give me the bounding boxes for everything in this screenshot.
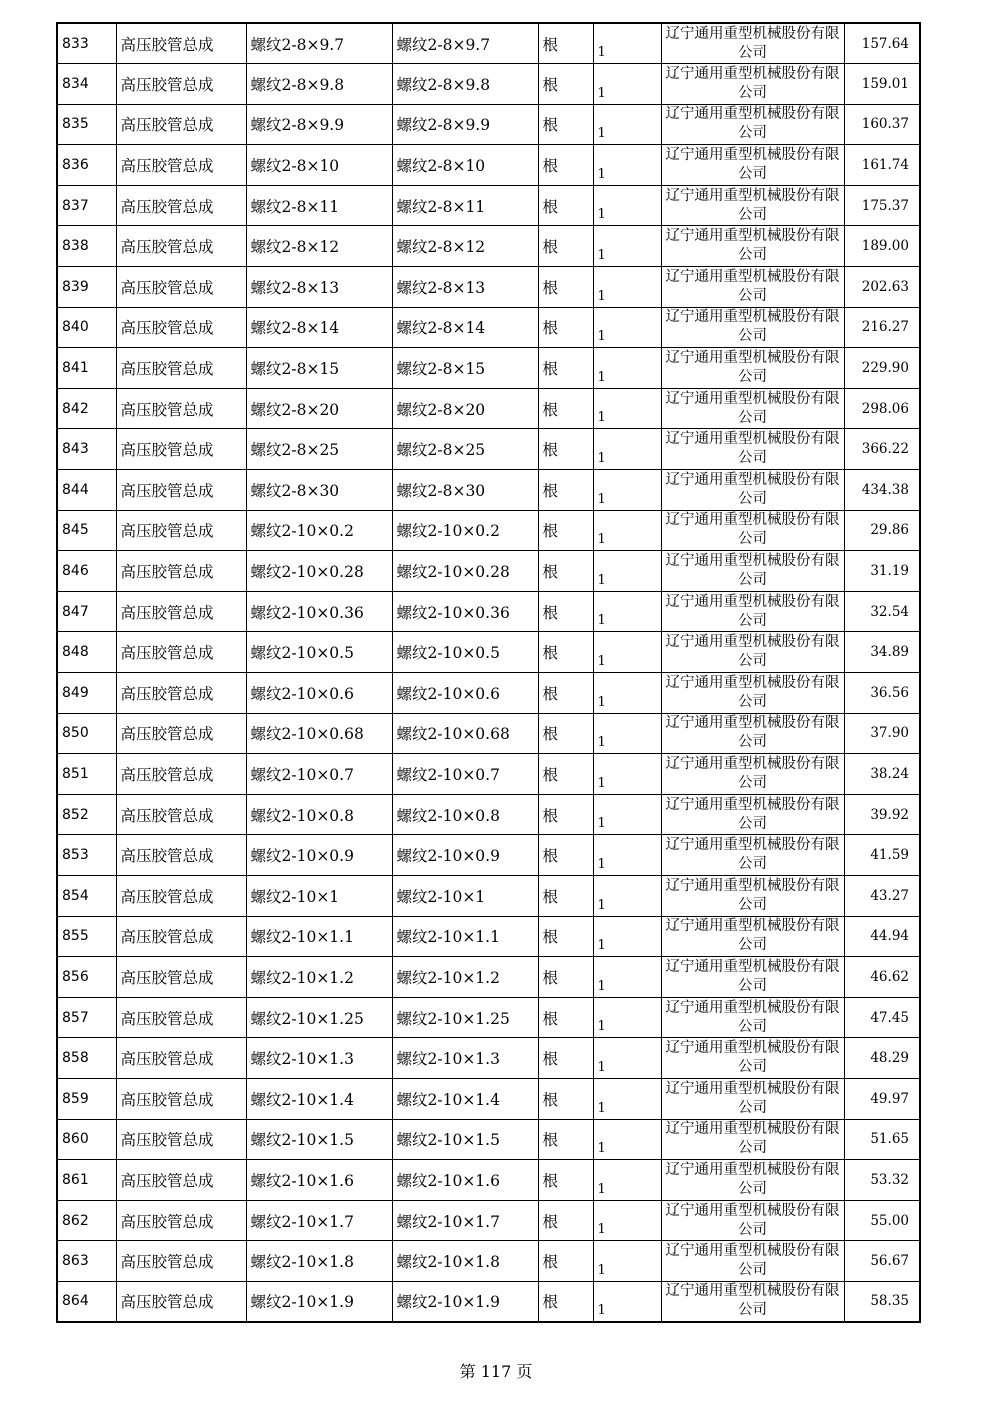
item-price: 32.54 <box>844 591 920 632</box>
item-model: 螺纹2-10×0.2 <box>392 510 538 551</box>
table-row <box>57 145 920 186</box>
item-model: 螺纹2-10×1.3 <box>392 1038 538 1079</box>
item-model: 螺纹2-8×9.7 <box>392 23 538 64</box>
item-unit: 根 <box>538 267 593 308</box>
item-quantity: 1 <box>593 1281 661 1322</box>
item-name: 高压胶管总成 <box>116 388 246 429</box>
row-number: 846 <box>57 551 116 592</box>
item-spec: 螺纹2-10×0.8 <box>246 794 392 835</box>
item-manufacturer: 辽宁通用重型机械股份有限公司 <box>661 1038 844 1079</box>
item-name: 高压胶管总成 <box>116 591 246 632</box>
item-quantity: 1 <box>593 794 661 835</box>
row-number: 841 <box>57 348 116 389</box>
item-spec: 螺纹2-10×0.36 <box>246 591 392 632</box>
item-quantity: 1 <box>593 1038 661 1079</box>
row-number: 845 <box>57 510 116 551</box>
item-price: 216.27 <box>844 307 920 348</box>
item-name: 高压胶管总成 <box>116 835 246 876</box>
item-quantity: 1 <box>593 23 661 64</box>
item-price: 47.45 <box>844 997 920 1038</box>
item-model: 螺纹2-10×1.25 <box>392 997 538 1038</box>
item-quantity: 1 <box>593 1241 661 1282</box>
item-name: 高压胶管总成 <box>116 957 246 998</box>
item-price: 43.27 <box>844 875 920 916</box>
item-model: 螺纹2-10×1.8 <box>392 1241 538 1282</box>
item-model: 螺纹2-10×1 <box>392 875 538 916</box>
item-price: 58.35 <box>844 1281 920 1322</box>
item-price: 161.74 <box>844 145 920 186</box>
item-manufacturer: 辽宁通用重型机械股份有限公司 <box>661 754 844 795</box>
item-quantity: 1 <box>593 226 661 267</box>
item-quantity: 1 <box>593 1078 661 1119</box>
item-quantity: 1 <box>593 267 661 308</box>
item-spec: 螺纹2-10×1.1 <box>246 916 392 957</box>
item-price: 29.86 <box>844 510 920 551</box>
item-name: 高压胶管总成 <box>116 1038 246 1079</box>
item-quantity: 1 <box>593 429 661 470</box>
item-price: 157.64 <box>844 23 920 64</box>
item-manufacturer: 辽宁通用重型机械股份有限公司 <box>661 23 844 64</box>
item-quantity: 1 <box>593 673 661 714</box>
item-price: 31.19 <box>844 551 920 592</box>
table-row <box>57 957 920 998</box>
item-name: 高压胶管总成 <box>116 1200 246 1241</box>
item-name: 高压胶管总成 <box>116 104 246 145</box>
page-suffix: 页 <box>516 1362 533 1381</box>
item-manufacturer: 辽宁通用重型机械股份有限公司 <box>661 632 844 673</box>
item-name: 高压胶管总成 <box>116 1119 246 1160</box>
item-quantity: 1 <box>593 470 661 511</box>
item-manufacturer: 辽宁通用重型机械股份有限公司 <box>661 591 844 632</box>
item-price: 37.90 <box>844 713 920 754</box>
item-model: 螺纹2-10×0.7 <box>392 754 538 795</box>
item-model: 螺纹2-8×13 <box>392 267 538 308</box>
row-number: 848 <box>57 632 116 673</box>
table-row <box>57 1038 920 1079</box>
item-manufacturer: 辽宁通用重型机械股份有限公司 <box>661 1200 844 1241</box>
item-spec: 螺纹2-8×15 <box>246 348 392 389</box>
table-row <box>57 835 920 876</box>
item-unit: 根 <box>538 1241 593 1282</box>
item-manufacturer: 辽宁通用重型机械股份有限公司 <box>661 267 844 308</box>
table-row <box>57 1281 920 1322</box>
item-price: 159.01 <box>844 64 920 105</box>
item-manufacturer: 辽宁通用重型机械股份有限公司 <box>661 185 844 226</box>
item-spec: 螺纹2-8×14 <box>246 307 392 348</box>
row-number: 834 <box>57 64 116 105</box>
item-name: 高压胶管总成 <box>116 226 246 267</box>
item-quantity: 1 <box>593 916 661 957</box>
row-number: 856 <box>57 957 116 998</box>
item-quantity: 1 <box>593 551 661 592</box>
item-unit: 根 <box>538 916 593 957</box>
page-footer <box>0 1359 992 1382</box>
item-quantity: 1 <box>593 307 661 348</box>
table-row <box>57 104 920 145</box>
row-number: 860 <box>57 1119 116 1160</box>
item-manufacturer: 辽宁通用重型机械股份有限公司 <box>661 1078 844 1119</box>
item-name: 高压胶管总成 <box>116 185 246 226</box>
table-row <box>57 1119 920 1160</box>
item-quantity: 1 <box>593 388 661 429</box>
item-spec: 螺纹2-8×10 <box>246 145 392 186</box>
item-price: 34.89 <box>844 632 920 673</box>
item-spec: 螺纹2-10×0.7 <box>246 754 392 795</box>
item-spec: 螺纹2-10×1.3 <box>246 1038 392 1079</box>
table-row <box>57 510 920 551</box>
row-number: 855 <box>57 916 116 957</box>
table-row <box>57 388 920 429</box>
item-quantity: 1 <box>593 957 661 998</box>
item-manufacturer: 辽宁通用重型机械股份有限公司 <box>661 104 844 145</box>
item-manufacturer: 辽宁通用重型机械股份有限公司 <box>661 470 844 511</box>
row-number: 862 <box>57 1200 116 1241</box>
item-price: 56.67 <box>844 1241 920 1282</box>
item-name: 高压胶管总成 <box>116 794 246 835</box>
item-unit: 根 <box>538 510 593 551</box>
item-name: 高压胶管总成 <box>116 64 246 105</box>
item-price: 55.00 <box>844 1200 920 1241</box>
item-model: 螺纹2-10×0.6 <box>392 673 538 714</box>
item-model: 螺纹2-10×0.9 <box>392 835 538 876</box>
item-model: 螺纹2-10×0.5 <box>392 632 538 673</box>
item-unit: 根 <box>538 997 593 1038</box>
item-model: 螺纹2-8×9.8 <box>392 64 538 105</box>
item-manufacturer: 辽宁通用重型机械股份有限公司 <box>661 673 844 714</box>
row-number: 839 <box>57 267 116 308</box>
table-row <box>57 64 920 105</box>
item-quantity: 1 <box>593 348 661 389</box>
item-spec: 螺纹2-8×9.8 <box>246 64 392 105</box>
item-manufacturer: 辽宁通用重型机械股份有限公司 <box>661 348 844 389</box>
row-number: 842 <box>57 388 116 429</box>
item-name: 高压胶管总成 <box>116 23 246 64</box>
item-spec: 螺纹2-10×0.6 <box>246 673 392 714</box>
item-quantity: 1 <box>593 104 661 145</box>
item-name: 高压胶管总成 <box>116 916 246 957</box>
table-row <box>57 591 920 632</box>
item-price: 434.38 <box>844 470 920 511</box>
table-row <box>57 307 920 348</box>
item-name: 高压胶管总成 <box>116 673 246 714</box>
page-prefix: 第 <box>459 1362 476 1381</box>
item-spec: 螺纹2-10×0.68 <box>246 713 392 754</box>
item-name: 高压胶管总成 <box>116 632 246 673</box>
row-number: 859 <box>57 1078 116 1119</box>
item-name: 高压胶管总成 <box>116 470 246 511</box>
item-name: 高压胶管总成 <box>116 1160 246 1201</box>
item-model: 螺纹2-10×1.4 <box>392 1078 538 1119</box>
item-name: 高压胶管总成 <box>116 267 246 308</box>
price-table <box>56 22 921 1323</box>
table-row <box>57 794 920 835</box>
item-unit: 根 <box>538 23 593 64</box>
item-spec: 螺纹2-10×1.2 <box>246 957 392 998</box>
item-model: 螺纹2-8×15 <box>392 348 538 389</box>
item-quantity: 1 <box>593 1119 661 1160</box>
table-row <box>57 470 920 511</box>
item-spec: 螺纹2-8×30 <box>246 470 392 511</box>
item-unit: 根 <box>538 429 593 470</box>
item-manufacturer: 辽宁通用重型机械股份有限公司 <box>661 957 844 998</box>
item-spec: 螺纹2-10×1.25 <box>246 997 392 1038</box>
row-number: 852 <box>57 794 116 835</box>
item-manufacturer: 辽宁通用重型机械股份有限公司 <box>661 1160 844 1201</box>
item-model: 螺纹2-10×1.2 <box>392 957 538 998</box>
item-spec: 螺纹2-8×25 <box>246 429 392 470</box>
item-quantity: 1 <box>593 64 661 105</box>
item-unit: 根 <box>538 104 593 145</box>
item-unit: 根 <box>538 551 593 592</box>
item-name: 高压胶管总成 <box>116 713 246 754</box>
item-spec: 螺纹2-8×11 <box>246 185 392 226</box>
table-row <box>57 754 920 795</box>
table-body <box>57 23 920 1322</box>
item-quantity: 1 <box>593 1200 661 1241</box>
item-manufacturer: 辽宁通用重型机械股份有限公司 <box>661 64 844 105</box>
row-number: 853 <box>57 835 116 876</box>
item-price: 53.32 <box>844 1160 920 1201</box>
item-model: 螺纹2-10×1.6 <box>392 1160 538 1201</box>
item-price: 44.94 <box>844 916 920 957</box>
item-manufacturer: 辽宁通用重型机械股份有限公司 <box>661 429 844 470</box>
item-price: 366.22 <box>844 429 920 470</box>
table-row <box>57 673 920 714</box>
row-number: 847 <box>57 591 116 632</box>
row-number: 863 <box>57 1241 116 1282</box>
item-price: 46.62 <box>844 957 920 998</box>
row-number: 854 <box>57 875 116 916</box>
table-row <box>57 267 920 308</box>
item-manufacturer: 辽宁通用重型机械股份有限公司 <box>661 1119 844 1160</box>
item-name: 高压胶管总成 <box>116 145 246 186</box>
item-model: 螺纹2-10×1.5 <box>392 1119 538 1160</box>
item-unit: 根 <box>538 1200 593 1241</box>
item-spec: 螺纹2-8×9.7 <box>246 23 392 64</box>
item-model: 螺纹2-10×1.7 <box>392 1200 538 1241</box>
item-quantity: 1 <box>593 145 661 186</box>
item-spec: 螺纹2-10×1.7 <box>246 1200 392 1241</box>
item-price: 298.06 <box>844 388 920 429</box>
item-unit: 根 <box>538 348 593 389</box>
item-quantity: 1 <box>593 754 661 795</box>
item-unit: 根 <box>538 794 593 835</box>
item-unit: 根 <box>538 875 593 916</box>
item-unit: 根 <box>538 835 593 876</box>
table-row <box>57 1160 920 1201</box>
item-unit: 根 <box>538 713 593 754</box>
item-name: 高压胶管总成 <box>116 1241 246 1282</box>
item-model: 螺纹2-10×1.9 <box>392 1281 538 1322</box>
item-spec: 螺纹2-10×0.2 <box>246 510 392 551</box>
item-spec: 螺纹2-10×0.5 <box>246 632 392 673</box>
item-unit: 根 <box>538 145 593 186</box>
item-model: 螺纹2-8×25 <box>392 429 538 470</box>
row-number: 838 <box>57 226 116 267</box>
row-number: 861 <box>57 1160 116 1201</box>
row-number: 833 <box>57 23 116 64</box>
item-unit: 根 <box>538 185 593 226</box>
item-unit: 根 <box>538 1160 593 1201</box>
item-unit: 根 <box>538 226 593 267</box>
item-quantity: 1 <box>593 1160 661 1201</box>
item-manufacturer: 辽宁通用重型机械股份有限公司 <box>661 1241 844 1282</box>
item-spec: 螺纹2-10×0.28 <box>246 551 392 592</box>
item-price: 189.00 <box>844 226 920 267</box>
item-unit: 根 <box>538 1281 593 1322</box>
item-manufacturer: 辽宁通用重型机械股份有限公司 <box>661 551 844 592</box>
item-manufacturer: 辽宁通用重型机械股份有限公司 <box>661 794 844 835</box>
item-price: 202.63 <box>844 267 920 308</box>
item-unit: 根 <box>538 307 593 348</box>
item-manufacturer: 辽宁通用重型机械股份有限公司 <box>661 510 844 551</box>
table-row <box>57 916 920 957</box>
item-unit: 根 <box>538 632 593 673</box>
item-manufacturer: 辽宁通用重型机械股份有限公司 <box>661 145 844 186</box>
row-number: 858 <box>57 1038 116 1079</box>
price-table-container <box>56 22 919 1323</box>
table-row <box>57 551 920 592</box>
table-row <box>57 226 920 267</box>
item-price: 49.97 <box>844 1078 920 1119</box>
row-number: 864 <box>57 1281 116 1322</box>
item-manufacturer: 辽宁通用重型机械股份有限公司 <box>661 875 844 916</box>
item-model: 螺纹2-8×14 <box>392 307 538 348</box>
item-name: 高压胶管总成 <box>116 754 246 795</box>
item-spec: 螺纹2-8×12 <box>246 226 392 267</box>
item-manufacturer: 辽宁通用重型机械股份有限公司 <box>661 997 844 1038</box>
item-quantity: 1 <box>593 997 661 1038</box>
item-model: 螺纹2-10×0.68 <box>392 713 538 754</box>
table-row <box>57 1241 920 1282</box>
item-quantity: 1 <box>593 510 661 551</box>
item-name: 高压胶管总成 <box>116 997 246 1038</box>
item-quantity: 1 <box>593 875 661 916</box>
row-number: 835 <box>57 104 116 145</box>
item-model: 螺纹2-8×11 <box>392 185 538 226</box>
item-spec: 螺纹2-8×9.9 <box>246 104 392 145</box>
item-spec: 螺纹2-10×1.6 <box>246 1160 392 1201</box>
item-unit: 根 <box>538 470 593 511</box>
item-spec: 螺纹2-10×1.9 <box>246 1281 392 1322</box>
item-quantity: 1 <box>593 632 661 673</box>
item-manufacturer: 辽宁通用重型机械股份有限公司 <box>661 388 844 429</box>
table-row <box>57 185 920 226</box>
table-row <box>57 1078 920 1119</box>
row-number: 837 <box>57 185 116 226</box>
item-price: 175.37 <box>844 185 920 226</box>
table-row <box>57 632 920 673</box>
item-unit: 根 <box>538 673 593 714</box>
item-model: 螺纹2-10×0.36 <box>392 591 538 632</box>
item-unit: 根 <box>538 957 593 998</box>
item-model: 螺纹2-8×12 <box>392 226 538 267</box>
item-unit: 根 <box>538 64 593 105</box>
item-price: 39.92 <box>844 794 920 835</box>
item-price: 41.59 <box>844 835 920 876</box>
row-number: 844 <box>57 470 116 511</box>
table-row <box>57 429 920 470</box>
item-name: 高压胶管总成 <box>116 1281 246 1322</box>
item-spec: 螺纹2-10×1.4 <box>246 1078 392 1119</box>
item-manufacturer: 辽宁通用重型机械股份有限公司 <box>661 1281 844 1322</box>
item-model: 螺纹2-10×0.28 <box>392 551 538 592</box>
table-row <box>57 1200 920 1241</box>
item-price: 229.90 <box>844 348 920 389</box>
item-spec: 螺纹2-10×0.9 <box>246 835 392 876</box>
item-name: 高压胶管总成 <box>116 429 246 470</box>
item-price: 51.65 <box>844 1119 920 1160</box>
item-name: 高压胶管总成 <box>116 1078 246 1119</box>
item-quantity: 1 <box>593 713 661 754</box>
row-number: 836 <box>57 145 116 186</box>
table-row <box>57 23 920 64</box>
item-model: 螺纹2-8×9.9 <box>392 104 538 145</box>
item-model: 螺纹2-8×20 <box>392 388 538 429</box>
row-number: 849 <box>57 673 116 714</box>
item-manufacturer: 辽宁通用重型机械股份有限公司 <box>661 835 844 876</box>
item-spec: 螺纹2-10×1 <box>246 875 392 916</box>
item-unit: 根 <box>538 754 593 795</box>
item-manufacturer: 辽宁通用重型机械股份有限公司 <box>661 713 844 754</box>
table-row <box>57 875 920 916</box>
item-spec: 螺纹2-8×13 <box>246 267 392 308</box>
row-number: 843 <box>57 429 116 470</box>
table-row <box>57 348 920 389</box>
item-name: 高压胶管总成 <box>116 510 246 551</box>
table-row <box>57 713 920 754</box>
item-price: 36.56 <box>844 673 920 714</box>
row-number: 857 <box>57 997 116 1038</box>
item-manufacturer: 辽宁通用重型机械股份有限公司 <box>661 226 844 267</box>
item-unit: 根 <box>538 388 593 429</box>
item-model: 螺纹2-10×0.8 <box>392 794 538 835</box>
item-name: 高压胶管总成 <box>116 875 246 916</box>
item-price: 160.37 <box>844 104 920 145</box>
row-number: 850 <box>57 713 116 754</box>
item-spec: 螺纹2-10×1.8 <box>246 1241 392 1282</box>
item-manufacturer: 辽宁通用重型机械股份有限公司 <box>661 307 844 348</box>
item-unit: 根 <box>538 1038 593 1079</box>
item-model: 螺纹2-8×30 <box>392 470 538 511</box>
item-quantity: 1 <box>593 185 661 226</box>
item-model: 螺纹2-10×1.1 <box>392 916 538 957</box>
item-unit: 根 <box>538 1078 593 1119</box>
item-name: 高压胶管总成 <box>116 307 246 348</box>
item-name: 高压胶管总成 <box>116 551 246 592</box>
item-quantity: 1 <box>593 835 661 876</box>
item-price: 48.29 <box>844 1038 920 1079</box>
item-unit: 根 <box>538 1119 593 1160</box>
table-row <box>57 997 920 1038</box>
item-model: 螺纹2-8×10 <box>392 145 538 186</box>
item-spec: 螺纹2-10×1.5 <box>246 1119 392 1160</box>
item-quantity: 1 <box>593 591 661 632</box>
row-number: 840 <box>57 307 116 348</box>
item-manufacturer: 辽宁通用重型机械股份有限公司 <box>661 916 844 957</box>
item-price: 38.24 <box>844 754 920 795</box>
row-number: 851 <box>57 754 116 795</box>
page-number: 117 <box>480 1362 512 1381</box>
item-unit: 根 <box>538 591 593 632</box>
item-spec: 螺纹2-8×20 <box>246 388 392 429</box>
item-name: 高压胶管总成 <box>116 348 246 389</box>
